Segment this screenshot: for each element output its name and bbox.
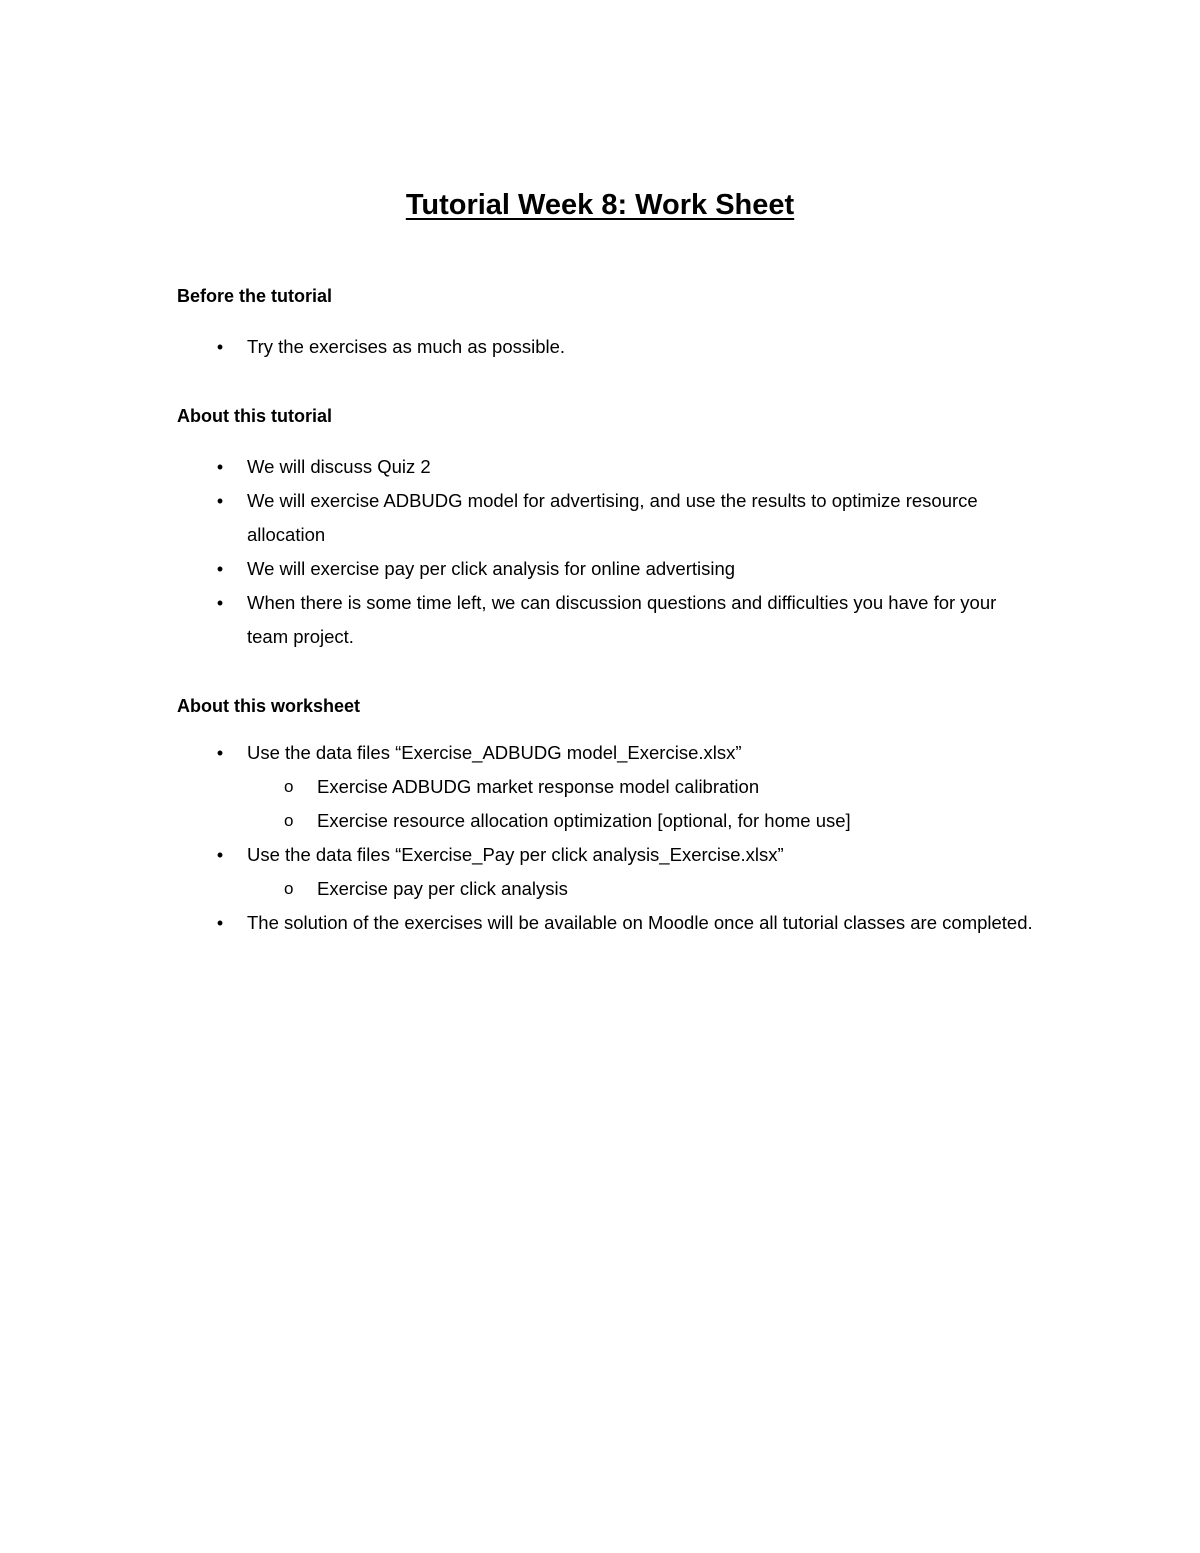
section-heading: Before the tutorial: [177, 286, 333, 306]
list-item: [177, 586, 1037, 654]
section-heading: About this worksheet: [177, 696, 361, 716]
bullet-list: [177, 736, 1037, 940]
list-item-text: Use the data files “Exercise_ADBUDG model_Exercise.xlsx”: [247, 742, 742, 763]
bullet-list: [177, 330, 1037, 364]
bullet-icon: •: [216, 593, 224, 613]
sub-list-item-text: Exercise resource allocation optimization [optional, for home use]: [317, 810, 851, 831]
bullet-icon: •: [216, 337, 224, 357]
sub-list-container: [177, 872, 1037, 906]
list-item-text: Try the exercises as much as possible.: [247, 336, 566, 357]
sub-bullet-list: [247, 770, 1037, 838]
sub-list-item: [247, 872, 1037, 906]
bullet-icon: •: [216, 845, 224, 865]
bullet-icon: •: [216, 743, 224, 763]
sub-bullet-list: [247, 872, 1037, 906]
list-item: [177, 736, 1037, 770]
section-before-tutorial: [177, 284, 1037, 364]
list-item-text: We will exercise ADBUDG model for advertising, and use the results to optimize resource allocation: [247, 490, 978, 545]
sub-list-item: [247, 770, 1037, 804]
bullet-icon: •: [216, 491, 224, 511]
page-title: Tutorial Week 8: Work Sheet: [405, 189, 795, 221]
bullet-list: [177, 450, 1037, 654]
list-item-text: When there is some time left, we can discussion questions and difficulties you have for your team project.: [247, 592, 997, 647]
list-item: [177, 484, 1037, 552]
list-item-text: We will discuss Quiz 2: [247, 456, 431, 477]
list-item: [177, 330, 1037, 364]
bullet-icon: •: [216, 559, 224, 579]
sub-bullet-icon: o: [284, 777, 294, 796]
bullet-icon: •: [216, 913, 224, 933]
list-item: [177, 552, 1037, 586]
list-item: [177, 838, 1037, 872]
sub-list-item-text: Exercise pay per click analysis: [317, 878, 568, 899]
sub-bullet-icon: o: [284, 879, 294, 898]
section-about-tutorial: [177, 404, 1037, 654]
sub-bullet-icon: o: [284, 811, 294, 830]
list-item-text: Use the data files “Exercise_Pay per click analysis_Exercise.xlsx”: [247, 844, 784, 865]
sub-list-item-text: Exercise ADBUDG market response model calibration: [317, 776, 760, 797]
list-item-text: The solution of the exercises will be available on Moodle once all tutorial classes are completed.: [247, 912, 1033, 933]
list-item: [177, 450, 1037, 484]
sub-list-item: [247, 804, 1037, 838]
list-item: [177, 906, 1037, 940]
section-heading: About this tutorial: [177, 406, 332, 426]
sub-list-container: [177, 770, 1037, 838]
list-item-text: We will exercise pay per click analysis for online advertising: [247, 558, 736, 579]
section-about-worksheet: [177, 694, 1037, 940]
bullet-icon: •: [216, 457, 224, 477]
